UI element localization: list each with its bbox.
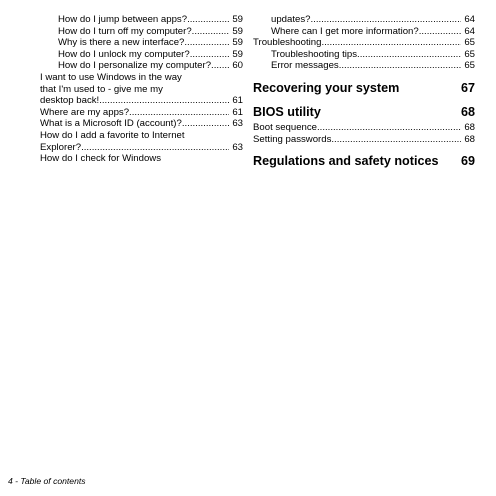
toc-entry-page: 59: [232, 14, 243, 25]
toc-entry-title: Troubleshooting: [253, 37, 322, 49]
toc-entry-line: that I'm used to - give me my: [40, 83, 163, 95]
toc-entry-line: I want to use Windows in the way: [40, 71, 182, 83]
chapter-title: Regulations and safety notices: [253, 154, 439, 169]
toc-left-column: [40, 14, 243, 165]
toc-entry: [253, 134, 475, 146]
toc-entry: [40, 14, 243, 26]
toc-entry-title: Where are my apps?: [40, 106, 130, 118]
toc-entry-title: How do I turn off my computer?: [58, 25, 192, 37]
dot-leader: [129, 107, 229, 119]
toc-entry-page: 68: [464, 133, 475, 145]
toc-entry: [40, 142, 243, 154]
toc-entry-page: 61: [232, 95, 243, 107]
chapter-page: 67: [460, 80, 475, 95]
toc-entry-title: How do I personalize my computer?: [58, 60, 212, 72]
toc-entry-title: Where can I get more information?: [271, 25, 419, 37]
dot-leader: [81, 142, 229, 154]
dot-leader: [182, 118, 230, 130]
toc-entry-page: 63: [232, 141, 243, 153]
toc-entry-title: Troubleshooting tips: [271, 48, 358, 60]
toc-entry: [253, 26, 475, 38]
toc-entry-line: How do I check for Windows: [40, 153, 162, 165]
dot-leader: [310, 14, 461, 26]
dot-leader: [184, 37, 229, 49]
toc-right-column: [253, 14, 475, 169]
toc-entry-page: 61: [232, 106, 243, 118]
dot-leader: [339, 60, 462, 72]
toc-entry: [40, 60, 243, 72]
toc-entry-title: desktop back!: [40, 95, 100, 107]
toc-entry-page: 68: [464, 121, 475, 133]
toc-entry: [253, 49, 475, 61]
toc-entry-title: Boot sequence: [253, 121, 318, 133]
dot-leader: [357, 49, 461, 61]
toc-entry: [40, 118, 243, 130]
toc-entry-title: Explorer?: [40, 141, 82, 153]
toc-entry-title: Why is there a new interface?: [58, 37, 185, 49]
toc-entry-page: 65: [464, 60, 475, 72]
toc-entry-title: Error messages: [271, 60, 339, 72]
page-footer: 4 - Table of contents: [8, 476, 86, 486]
toc-entry: [253, 122, 475, 134]
toc-entry: [40, 37, 243, 49]
toc-entry-page: 64: [464, 25, 475, 37]
dot-leader: [190, 49, 230, 61]
toc-entry: [253, 37, 475, 49]
toc-entry-line: How do I add a favorite to Internet: [40, 129, 185, 141]
toc-entry: [253, 14, 475, 26]
toc-entry: [253, 60, 475, 72]
toc-entry-title: updates?: [271, 14, 311, 25]
toc-entry-page: 63: [232, 118, 243, 130]
chapter-title: Recovering your system: [253, 80, 400, 95]
chapter-page: 68: [460, 104, 475, 119]
toc-entry: [40, 26, 243, 38]
toc-entry-page: 65: [464, 37, 475, 49]
toc-entry-title: Setting passwords: [253, 133, 332, 145]
dot-leader: [331, 134, 461, 146]
toc-entry: [40, 107, 243, 119]
chapter-title: BIOS utility: [253, 104, 321, 119]
dot-leader: [187, 14, 229, 26]
toc-entry-title: How do I jump between apps?: [58, 14, 188, 25]
toc-entry-page: 59: [232, 25, 243, 37]
chapter-page: 69: [460, 154, 475, 169]
dot-leader: [321, 37, 461, 49]
toc-chapter-bios: [253, 104, 475, 120]
toc-entry-title: What is a Microsoft ID (account)?: [40, 118, 182, 130]
toc-entry: [40, 95, 243, 107]
toc-chapter-regulations: [253, 153, 475, 169]
dot-leader: [317, 122, 461, 134]
toc-entry-title: How do I unlock my computer?: [58, 48, 190, 60]
toc-entry-page: 60: [232, 60, 243, 72]
toc-entry: [40, 49, 243, 61]
dot-leader: [211, 60, 229, 72]
toc-chapter-recovering: [253, 80, 475, 96]
toc-entry-page: 64: [464, 14, 475, 25]
dot-leader: [192, 26, 230, 38]
dot-leader: [419, 26, 462, 38]
toc-entry-page: 65: [464, 48, 475, 60]
dot-leader: [99, 95, 229, 107]
toc-entry-page: 59: [232, 48, 243, 60]
toc-entry-page: 59: [232, 37, 243, 49]
